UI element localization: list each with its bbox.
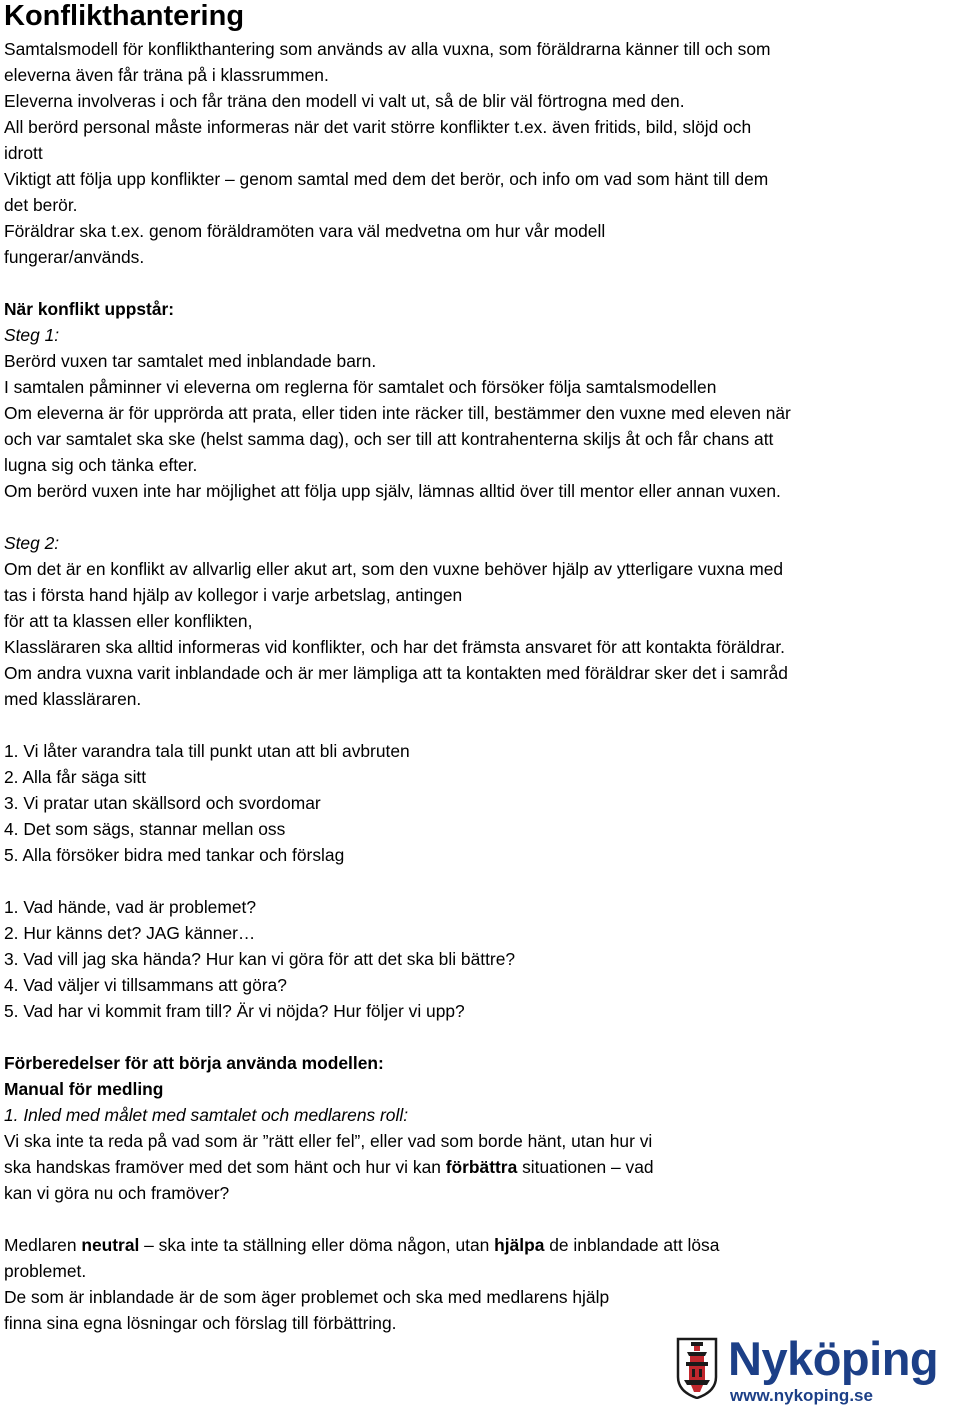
- emphasis-text: neutral: [81, 1235, 140, 1255]
- manual-paragraph-line: Vi ska inte ta reda på vad som är ”rätt eller fel”, eller vad som borde hänt, utan hur vi: [4, 1131, 653, 1151]
- step2-line: Om det är en konflikt av allvarlig eller akut art, som den vuxne behöver hjälp av ytterligare vuxna med: [4, 559, 784, 579]
- preparation-heading: Förberedelser för att börja använda modellen:: [4, 1053, 384, 1073]
- nykoping-crest-icon: [676, 1337, 718, 1399]
- text-run: Medlaren: [4, 1235, 82, 1255]
- step2-label: Steg 2:: [4, 533, 60, 553]
- intro-line: eleverna även får träna på i klassrummen.: [4, 65, 329, 85]
- intro-line: Föräldrar ska t.ex. genom föräldramöten vara väl medvetna om hur vår modell: [4, 221, 606, 241]
- intro-line: fungerar/används.: [4, 247, 145, 267]
- mediator-paragraph-line: De som är inblandade är de som äger problemet och ska med medlarens hjälp: [4, 1287, 610, 1307]
- text-run: – ska inte ta ställning eller döma någon, utan: [139, 1235, 495, 1255]
- question-item: 5. Vad har vi kommit fram till? Är vi nöjda? Hur följer vi upp?: [4, 1001, 465, 1021]
- question-item: 3. Vad vill jag ska hända? Hur kan vi göra för att det ska bli bättre?: [4, 949, 516, 969]
- rule-item: 4. Det som sägs, stannar mellan oss: [4, 819, 286, 839]
- step1-line: Berörd vuxen tar samtalet med inblandade barn.: [4, 351, 377, 371]
- emphasis-text: hjälpa: [494, 1235, 545, 1255]
- question-item: 2. Hur känns det? JAG känner…: [4, 923, 256, 943]
- text-run: de inblandade att lösa: [544, 1235, 720, 1255]
- text-run: situationen – vad: [517, 1157, 654, 1177]
- rule-item: 2. Alla får säga sitt: [4, 767, 147, 787]
- mediator-paragraph-line: finna sina egna lösningar och förslag till förbättring.: [4, 1313, 397, 1333]
- mediator-paragraph-line: [4, 1232, 954, 1258]
- question-item: 1. Vad hände, vad är problemet?: [4, 897, 257, 917]
- when-conflict-heading: När konflikt uppstår:: [4, 299, 175, 319]
- intro-line: Samtalsmodell för konflikthantering som används av alla vuxna, som föräldrarna känner till och som: [4, 39, 771, 59]
- manual-paragraph-line: [4, 1154, 954, 1180]
- step1-line: lugna sig och tänka efter.: [4, 455, 198, 475]
- step2-line: med klassläraren.: [4, 689, 142, 709]
- step2-line: för att ta klassen eller konflikten,: [4, 611, 253, 631]
- manual-heading: Manual för medling: [4, 1079, 164, 1099]
- manual-paragraph-line: kan vi göra nu och framöver?: [4, 1183, 230, 1203]
- rule-item: 1. Vi låter varandra tala till punkt utan att bli avbruten: [4, 741, 410, 761]
- intro-line: All berörd personal måste informeras när det varit större konflikter t.ex. även fritids, bild, slöjd och: [4, 117, 752, 137]
- intro-line: idrott: [4, 143, 43, 163]
- text-run: ska handskas framöver med det som hänt och hur vi kan: [4, 1157, 446, 1177]
- document-body: [4, 36, 954, 1336]
- step1-line: I samtalen påminner vi eleverna om reglerna för samtalet och försöker följa samtalsmodellen: [4, 377, 717, 397]
- rule-item: 3. Vi pratar utan skällsord och svordomar: [4, 793, 321, 813]
- document-page: [4, 0, 954, 1336]
- mediator-paragraph-line: problemet.: [4, 1261, 87, 1281]
- rule-item: 5. Alla försöker bidra med tankar och förslag: [4, 845, 345, 865]
- step1-label: Steg 1:: [4, 325, 60, 345]
- page-title: Konflikthantering: [4, 0, 245, 32]
- logo-wordmark: Nyköping: [728, 1332, 939, 1385]
- step1-line: Om eleverna är för upprörda att prata, eller tiden inte räcker till, bestämmer den vuxne med eleven när: [4, 403, 791, 423]
- intro-line: Eleverna involveras i och får träna den modell vi valt ut, så de blir väl förtrogna med den.: [4, 91, 685, 111]
- logo-url: www.nykoping.se: [730, 1386, 873, 1405]
- manual-step1-label: 1. Inled med målet med samtalet och medlarens roll:: [4, 1105, 409, 1125]
- step1-line: och var samtalet ska ske (helst samma dag), och ser till att kontrahenterna skiljs åt och får chans att: [4, 429, 774, 449]
- question-item: 4. Vad väljer vi tillsammans att göra?: [4, 975, 287, 995]
- step2-line: Klassläraren ska alltid informeras vid konflikter, och har det främsta ansvaret för att kontakta föräldrar.: [4, 637, 785, 657]
- intro-line: Viktigt att följa upp konflikter – genom samtal med dem det berör, och info om vad som hänt till dem: [4, 169, 769, 189]
- step2-line: Om andra vuxna varit inblandade och är mer lämpliga att ta kontakten med föräldrar sker det i samråd: [4, 663, 788, 683]
- nykoping-logo: [676, 1332, 960, 1410]
- step2-line: tas i första hand hjälp av kollegor i varje arbetslag, antingen: [4, 585, 463, 605]
- intro-line: det berör.: [4, 195, 78, 215]
- emphasis-text: förbättra: [445, 1157, 518, 1177]
- step1-line: Om berörd vuxen inte har möjlighet att följa upp själv, lämnas alltid över till mentor eller annan vuxen.: [4, 481, 781, 501]
